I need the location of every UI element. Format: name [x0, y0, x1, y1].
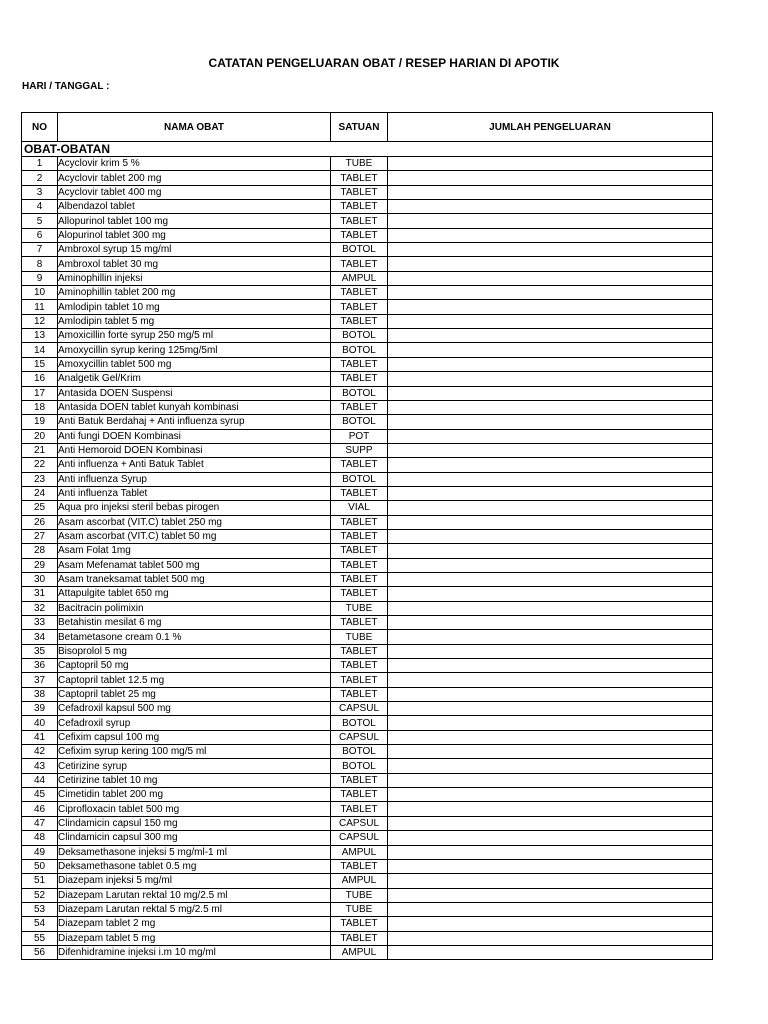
unit-cell: AMPUL	[331, 874, 388, 888]
table-row	[22, 773, 713, 787]
row-number-cell: 1	[22, 157, 58, 171]
unit-cell: TABLET	[331, 659, 388, 673]
unit-cell: TABLET	[331, 185, 388, 199]
row-number-cell: 17	[22, 386, 58, 400]
unit-cell: TABLET	[331, 802, 388, 816]
medicine-name-cell: Acyclovir krim 5 %	[58, 157, 331, 171]
table-header-row	[22, 113, 713, 142]
row-number-cell: 26	[22, 515, 58, 529]
quantity-cell[interactable]	[388, 544, 713, 558]
quantity-cell[interactable]	[388, 888, 713, 902]
medicine-name-cell: Amoxycillin syrup kering 125mg/5ml	[58, 343, 331, 357]
medicine-name-cell: Diazepam Larutan rektal 5 mg/2.5 ml	[58, 902, 331, 916]
unit-cell: POT	[331, 429, 388, 443]
row-number-cell: 53	[22, 902, 58, 916]
table-row	[22, 185, 713, 199]
row-number-cell: 32	[22, 601, 58, 615]
quantity-cell[interactable]	[388, 859, 713, 873]
quantity-cell[interactable]	[388, 501, 713, 515]
medicine-name-cell: Amoxycillin tablet 500 mg	[58, 357, 331, 371]
row-number-cell: 41	[22, 730, 58, 744]
row-number-cell: 8	[22, 257, 58, 271]
table-row	[22, 845, 713, 859]
quantity-cell[interactable]	[388, 601, 713, 615]
unit-cell: TABLET	[331, 859, 388, 873]
unit-cell: BOTOL	[331, 243, 388, 257]
quantity-cell[interactable]	[388, 243, 713, 257]
medicine-name-cell: Aqua pro injeksi steril bebas pirogen	[58, 501, 331, 515]
table-row	[22, 572, 713, 586]
table-row	[22, 429, 713, 443]
table-row	[22, 443, 713, 457]
header-unit: SATUAN	[331, 113, 388, 142]
unit-cell: TUBE	[331, 888, 388, 902]
unit-cell: CAPSUL	[331, 831, 388, 845]
unit-cell: TABLET	[331, 773, 388, 787]
unit-cell: TABLET	[331, 400, 388, 414]
quantity-cell[interactable]	[388, 845, 713, 859]
unit-cell: TABLET	[331, 587, 388, 601]
table-row	[22, 816, 713, 830]
unit-cell: TUBE	[331, 157, 388, 171]
unit-cell: AMPUL	[331, 945, 388, 959]
medicine-name-cell: Anti influenza Tablet	[58, 486, 331, 500]
medicine-name-cell: Anti fungi DOEN Kombinasi	[58, 429, 331, 443]
quantity-cell[interactable]	[388, 773, 713, 787]
medicine-name-cell: Albendazol tablet	[58, 200, 331, 214]
row-number-cell: 49	[22, 845, 58, 859]
unit-cell: CAPSUL	[331, 730, 388, 744]
table-row	[22, 874, 713, 888]
table-row	[22, 716, 713, 730]
row-number-cell: 45	[22, 788, 58, 802]
table-row	[22, 644, 713, 658]
row-number-cell: 9	[22, 271, 58, 285]
unit-cell: AMPUL	[331, 271, 388, 285]
medicine-name-cell: Cefadroxil kapsul 500 mg	[58, 702, 331, 716]
section-label: OBAT-OBATAN	[22, 142, 713, 157]
unit-cell: TABLET	[331, 673, 388, 687]
header-qty: JUMLAH PENGELUARAN	[388, 113, 713, 142]
table-row	[22, 343, 713, 357]
table-row	[22, 859, 713, 873]
unit-cell: TABLET	[331, 214, 388, 228]
quantity-cell[interactable]	[388, 429, 713, 443]
medicine-name-cell: Diazepam Larutan rektal 10 mg/2.5 ml	[58, 888, 331, 902]
table-row	[22, 558, 713, 572]
unit-cell: TABLET	[331, 357, 388, 371]
medicine-name-cell: Clindamicin capsul 150 mg	[58, 816, 331, 830]
medicine-table	[21, 112, 713, 960]
row-number-cell: 24	[22, 486, 58, 500]
medicine-name-cell: Diazepam tablet 2 mg	[58, 917, 331, 931]
row-number-cell: 31	[22, 587, 58, 601]
quantity-cell[interactable]	[388, 702, 713, 716]
table-row	[22, 788, 713, 802]
row-number-cell: 18	[22, 400, 58, 414]
quantity-cell[interactable]	[388, 357, 713, 371]
medicine-name-cell: Ambroxol syrup 15 mg/ml	[58, 243, 331, 257]
medicine-name-cell: Asam traneksamat tablet 500 mg	[58, 572, 331, 586]
unit-cell: TABLET	[331, 558, 388, 572]
unit-cell: TABLET	[331, 300, 388, 314]
unit-cell: BOTOL	[331, 759, 388, 773]
medicine-name-cell: Ciprofloxacin tablet 500 mg	[58, 802, 331, 816]
table-row	[22, 601, 713, 615]
table-row	[22, 759, 713, 773]
medicine-name-cell: Betametasone cream 0.1 %	[58, 630, 331, 644]
table-row	[22, 687, 713, 701]
medicine-name-cell: Clindamicin capsul 300 mg	[58, 831, 331, 845]
unit-cell: TABLET	[331, 931, 388, 945]
medicine-name-cell: Anti influenza + Anti Batuk Tablet	[58, 458, 331, 472]
table-row	[22, 745, 713, 759]
quantity-cell[interactable]	[388, 816, 713, 830]
row-number-cell: 55	[22, 931, 58, 945]
table-row	[22, 544, 713, 558]
row-number-cell: 56	[22, 945, 58, 959]
row-number-cell: 25	[22, 501, 58, 515]
quantity-cell[interactable]	[388, 788, 713, 802]
row-number-cell: 7	[22, 243, 58, 257]
medicine-name-cell: Captopril tablet 25 mg	[58, 687, 331, 701]
date-label: HARI / TANGGAL :	[22, 81, 110, 92]
medicine-name-cell: Amlodipin tablet 10 mg	[58, 300, 331, 314]
table-row	[22, 357, 713, 371]
quantity-cell[interactable]	[388, 185, 713, 199]
medicine-name-cell: Amoxicillin forte syrup 250 mg/5 ml	[58, 329, 331, 343]
row-number-cell: 33	[22, 616, 58, 630]
quantity-cell[interactable]	[388, 745, 713, 759]
medicine-name-cell: Anti influenza Syrup	[58, 472, 331, 486]
unit-cell: TABLET	[331, 257, 388, 271]
medicine-name-cell: Betahistin mesilat 6 mg	[58, 616, 331, 630]
table-row	[22, 415, 713, 429]
medicine-name-cell: Aminophillin tablet 200 mg	[58, 286, 331, 300]
unit-cell: TABLET	[331, 200, 388, 214]
medicine-name-cell: Anti Batuk Berdahaj + Anti influenza syrup	[58, 415, 331, 429]
quantity-cell[interactable]	[388, 157, 713, 171]
header-no: NO	[22, 113, 58, 142]
row-number-cell: 13	[22, 329, 58, 343]
row-number-cell: 5	[22, 214, 58, 228]
table-row	[22, 372, 713, 386]
quantity-cell[interactable]	[388, 931, 713, 945]
medicine-name-cell: Difenhidramine injeksi i.m 10 mg/ml	[58, 945, 331, 959]
row-number-cell: 46	[22, 802, 58, 816]
quantity-cell[interactable]	[388, 831, 713, 845]
row-number-cell: 37	[22, 673, 58, 687]
unit-cell: CAPSUL	[331, 702, 388, 716]
medicine-name-cell: Cetirizine tablet 10 mg	[58, 773, 331, 787]
quantity-cell[interactable]	[388, 630, 713, 644]
row-number-cell: 11	[22, 300, 58, 314]
row-number-cell: 23	[22, 472, 58, 486]
medicine-name-cell: Antasida DOEN tablet kunyah kombinasi	[58, 400, 331, 414]
row-number-cell: 50	[22, 859, 58, 873]
table-row	[22, 228, 713, 242]
unit-cell: TABLET	[331, 515, 388, 529]
quantity-cell[interactable]	[388, 329, 713, 343]
medicine-name-cell: Deksamethasone tablet 0.5 mg	[58, 859, 331, 873]
row-number-cell: 48	[22, 831, 58, 845]
quantity-cell[interactable]	[388, 673, 713, 687]
unit-cell: BOTOL	[331, 745, 388, 759]
unit-cell: VIAL	[331, 501, 388, 515]
quantity-cell[interactable]	[388, 400, 713, 414]
table-row	[22, 200, 713, 214]
quantity-cell[interactable]	[388, 874, 713, 888]
medicine-name-cell: Diazepam tablet 5 mg	[58, 931, 331, 945]
table-row	[22, 157, 713, 171]
quantity-cell[interactable]	[388, 171, 713, 185]
table-row	[22, 300, 713, 314]
row-number-cell: 21	[22, 443, 58, 457]
row-number-cell: 19	[22, 415, 58, 429]
quantity-cell[interactable]	[388, 529, 713, 543]
quantity-cell[interactable]	[388, 716, 713, 730]
row-number-cell: 28	[22, 544, 58, 558]
quantity-cell[interactable]	[388, 917, 713, 931]
medicine-name-cell: Asam ascorbat (VIT.C) tablet 250 mg	[58, 515, 331, 529]
quantity-cell[interactable]	[388, 558, 713, 572]
document-title: CATATAN PENGELUARAN OBAT / RESEP HARIAN DI APOTIK	[208, 56, 560, 70]
row-number-cell: 52	[22, 888, 58, 902]
medicine-name-cell: Alopurinol tablet 300 mg	[58, 228, 331, 242]
unit-cell: BOTOL	[331, 343, 388, 357]
medicine-name-cell: Cetirizine syrup	[58, 759, 331, 773]
unit-cell: TABLET	[331, 917, 388, 931]
unit-cell: BOTOL	[331, 386, 388, 400]
table-row	[22, 529, 713, 543]
row-number-cell: 27	[22, 529, 58, 543]
row-number-cell: 4	[22, 200, 58, 214]
quantity-cell[interactable]	[388, 443, 713, 457]
table-row	[22, 515, 713, 529]
quantity-cell[interactable]	[388, 902, 713, 916]
unit-cell: CAPSUL	[331, 816, 388, 830]
quantity-cell[interactable]	[388, 472, 713, 486]
table-row	[22, 831, 713, 845]
medicine-name-cell: Bacitracin polimixin	[58, 601, 331, 615]
unit-cell: TABLET	[331, 372, 388, 386]
table-row	[22, 931, 713, 945]
medicine-name-cell: Amlodipin tablet 5 mg	[58, 314, 331, 328]
quantity-cell[interactable]	[388, 314, 713, 328]
medicine-name-cell: Acyclovir tablet 200 mg	[58, 171, 331, 185]
row-number-cell: 43	[22, 759, 58, 773]
table-row	[22, 271, 713, 285]
unit-cell: TABLET	[331, 788, 388, 802]
row-number-cell: 30	[22, 572, 58, 586]
unit-cell: TABLET	[331, 572, 388, 586]
row-number-cell: 6	[22, 228, 58, 242]
row-number-cell: 54	[22, 917, 58, 931]
medicine-name-cell: Anti Hemoroid DOEN Kombinasi	[58, 443, 331, 457]
unit-cell: BOTOL	[331, 329, 388, 343]
medicine-name-cell: Captopril tablet 12.5 mg	[58, 673, 331, 687]
row-number-cell: 2	[22, 171, 58, 185]
medicine-name-cell: Attapulgite tablet 650 mg	[58, 587, 331, 601]
row-number-cell: 12	[22, 314, 58, 328]
unit-cell: TUBE	[331, 630, 388, 644]
medicine-name-cell: Analgetik Gel/Krim	[58, 372, 331, 386]
section-row	[22, 142, 713, 157]
medicine-name-cell: Aminophillin injeksi	[58, 271, 331, 285]
table-row	[22, 917, 713, 931]
quantity-cell[interactable]	[388, 372, 713, 386]
table-row	[22, 802, 713, 816]
row-number-cell: 40	[22, 716, 58, 730]
unit-cell: TABLET	[331, 687, 388, 701]
row-number-cell: 29	[22, 558, 58, 572]
unit-cell: BOTOL	[331, 415, 388, 429]
quantity-cell[interactable]	[388, 687, 713, 701]
unit-cell: SUPP	[331, 443, 388, 457]
table-row	[22, 630, 713, 644]
row-number-cell: 39	[22, 702, 58, 716]
quantity-cell[interactable]	[388, 644, 713, 658]
table-row	[22, 329, 713, 343]
quantity-cell[interactable]	[388, 802, 713, 816]
row-number-cell: 38	[22, 687, 58, 701]
row-number-cell: 14	[22, 343, 58, 357]
table-row	[22, 286, 713, 300]
medicine-name-cell: Cefixim capsul 100 mg	[58, 730, 331, 744]
unit-cell: TUBE	[331, 902, 388, 916]
medicine-name-cell: Antasida DOEN Suspensi	[58, 386, 331, 400]
quantity-cell[interactable]	[388, 515, 713, 529]
unit-cell: AMPUL	[331, 845, 388, 859]
table-row	[22, 659, 713, 673]
quantity-cell[interactable]	[388, 343, 713, 357]
row-number-cell: 51	[22, 874, 58, 888]
table-body	[22, 142, 713, 960]
header-name: NAMA OBAT	[58, 113, 331, 142]
row-number-cell: 15	[22, 357, 58, 371]
quantity-cell[interactable]	[388, 945, 713, 959]
medicine-name-cell: Ambroxol tablet 30 mg	[58, 257, 331, 271]
row-number-cell: 3	[22, 185, 58, 199]
table-row	[22, 501, 713, 515]
quantity-cell[interactable]	[388, 458, 713, 472]
quantity-cell[interactable]	[388, 271, 713, 285]
table-row	[22, 486, 713, 500]
table-row	[22, 458, 713, 472]
unit-cell: TABLET	[331, 458, 388, 472]
quantity-cell[interactable]	[388, 415, 713, 429]
row-number-cell: 35	[22, 644, 58, 658]
row-number-cell: 20	[22, 429, 58, 443]
medicine-name-cell: Allopurinol tablet 100 mg	[58, 214, 331, 228]
unit-cell: TABLET	[331, 616, 388, 630]
table-row	[22, 730, 713, 744]
quantity-cell[interactable]	[388, 214, 713, 228]
table-row	[22, 945, 713, 959]
quantity-cell[interactable]	[388, 730, 713, 744]
quantity-cell[interactable]	[388, 759, 713, 773]
unit-cell: TABLET	[331, 286, 388, 300]
row-number-cell: 44	[22, 773, 58, 787]
row-number-cell: 22	[22, 458, 58, 472]
medicine-name-cell: Cefadroxil syrup	[58, 716, 331, 730]
table-row	[22, 472, 713, 486]
unit-cell: TABLET	[331, 544, 388, 558]
unit-cell: TABLET	[331, 486, 388, 500]
row-number-cell: 42	[22, 745, 58, 759]
table-row	[22, 257, 713, 271]
unit-cell: TABLET	[331, 228, 388, 242]
quantity-cell[interactable]	[388, 659, 713, 673]
row-number-cell: 34	[22, 630, 58, 644]
table-row	[22, 616, 713, 630]
medicine-name-cell: Cefixim syrup kering 100 mg/5 ml	[58, 745, 331, 759]
row-number-cell: 16	[22, 372, 58, 386]
table-row	[22, 386, 713, 400]
unit-cell: TABLET	[331, 314, 388, 328]
medicine-name-cell: Acyclovir tablet 400 mg	[58, 185, 331, 199]
table-row	[22, 702, 713, 716]
table-row	[22, 314, 713, 328]
unit-cell: TABLET	[331, 171, 388, 185]
table-row	[22, 171, 713, 185]
table-row	[22, 888, 713, 902]
row-number-cell: 36	[22, 659, 58, 673]
quantity-cell[interactable]	[388, 587, 713, 601]
quantity-cell[interactable]	[388, 257, 713, 271]
unit-cell: BOTOL	[331, 472, 388, 486]
unit-cell: TABLET	[331, 529, 388, 543]
unit-cell: TUBE	[331, 601, 388, 615]
quantity-cell[interactable]	[388, 386, 713, 400]
quantity-cell[interactable]	[388, 200, 713, 214]
quantity-cell[interactable]	[388, 300, 713, 314]
medicine-name-cell: Asam Mefenamat tablet 500 mg	[58, 558, 331, 572]
medicine-name-cell: Diazepam injeksi 5 mg/ml	[58, 874, 331, 888]
table-row	[22, 587, 713, 601]
quantity-cell[interactable]	[388, 572, 713, 586]
medicine-name-cell: Cimetidin tablet 200 mg	[58, 788, 331, 802]
row-number-cell: 47	[22, 816, 58, 830]
quantity-cell[interactable]	[388, 228, 713, 242]
unit-cell: TABLET	[331, 644, 388, 658]
medicine-name-cell: Captopril 50 mg	[58, 659, 331, 673]
medicine-name-cell: Bisoprolol 5 mg	[58, 644, 331, 658]
medicine-name-cell: Asam Folat 1mg	[58, 544, 331, 558]
table-row	[22, 400, 713, 414]
medicine-name-cell: Deksamethasone injeksi 5 mg/ml-1 ml	[58, 845, 331, 859]
table-row	[22, 243, 713, 257]
quantity-cell[interactable]	[388, 486, 713, 500]
quantity-cell[interactable]	[388, 616, 713, 630]
medicine-name-cell: Asam ascorbat (VIT.C) tablet 50 mg	[58, 529, 331, 543]
unit-cell: BOTOL	[331, 716, 388, 730]
table-row	[22, 673, 713, 687]
quantity-cell[interactable]	[388, 286, 713, 300]
table-row	[22, 902, 713, 916]
table-row	[22, 214, 713, 228]
row-number-cell: 10	[22, 286, 58, 300]
